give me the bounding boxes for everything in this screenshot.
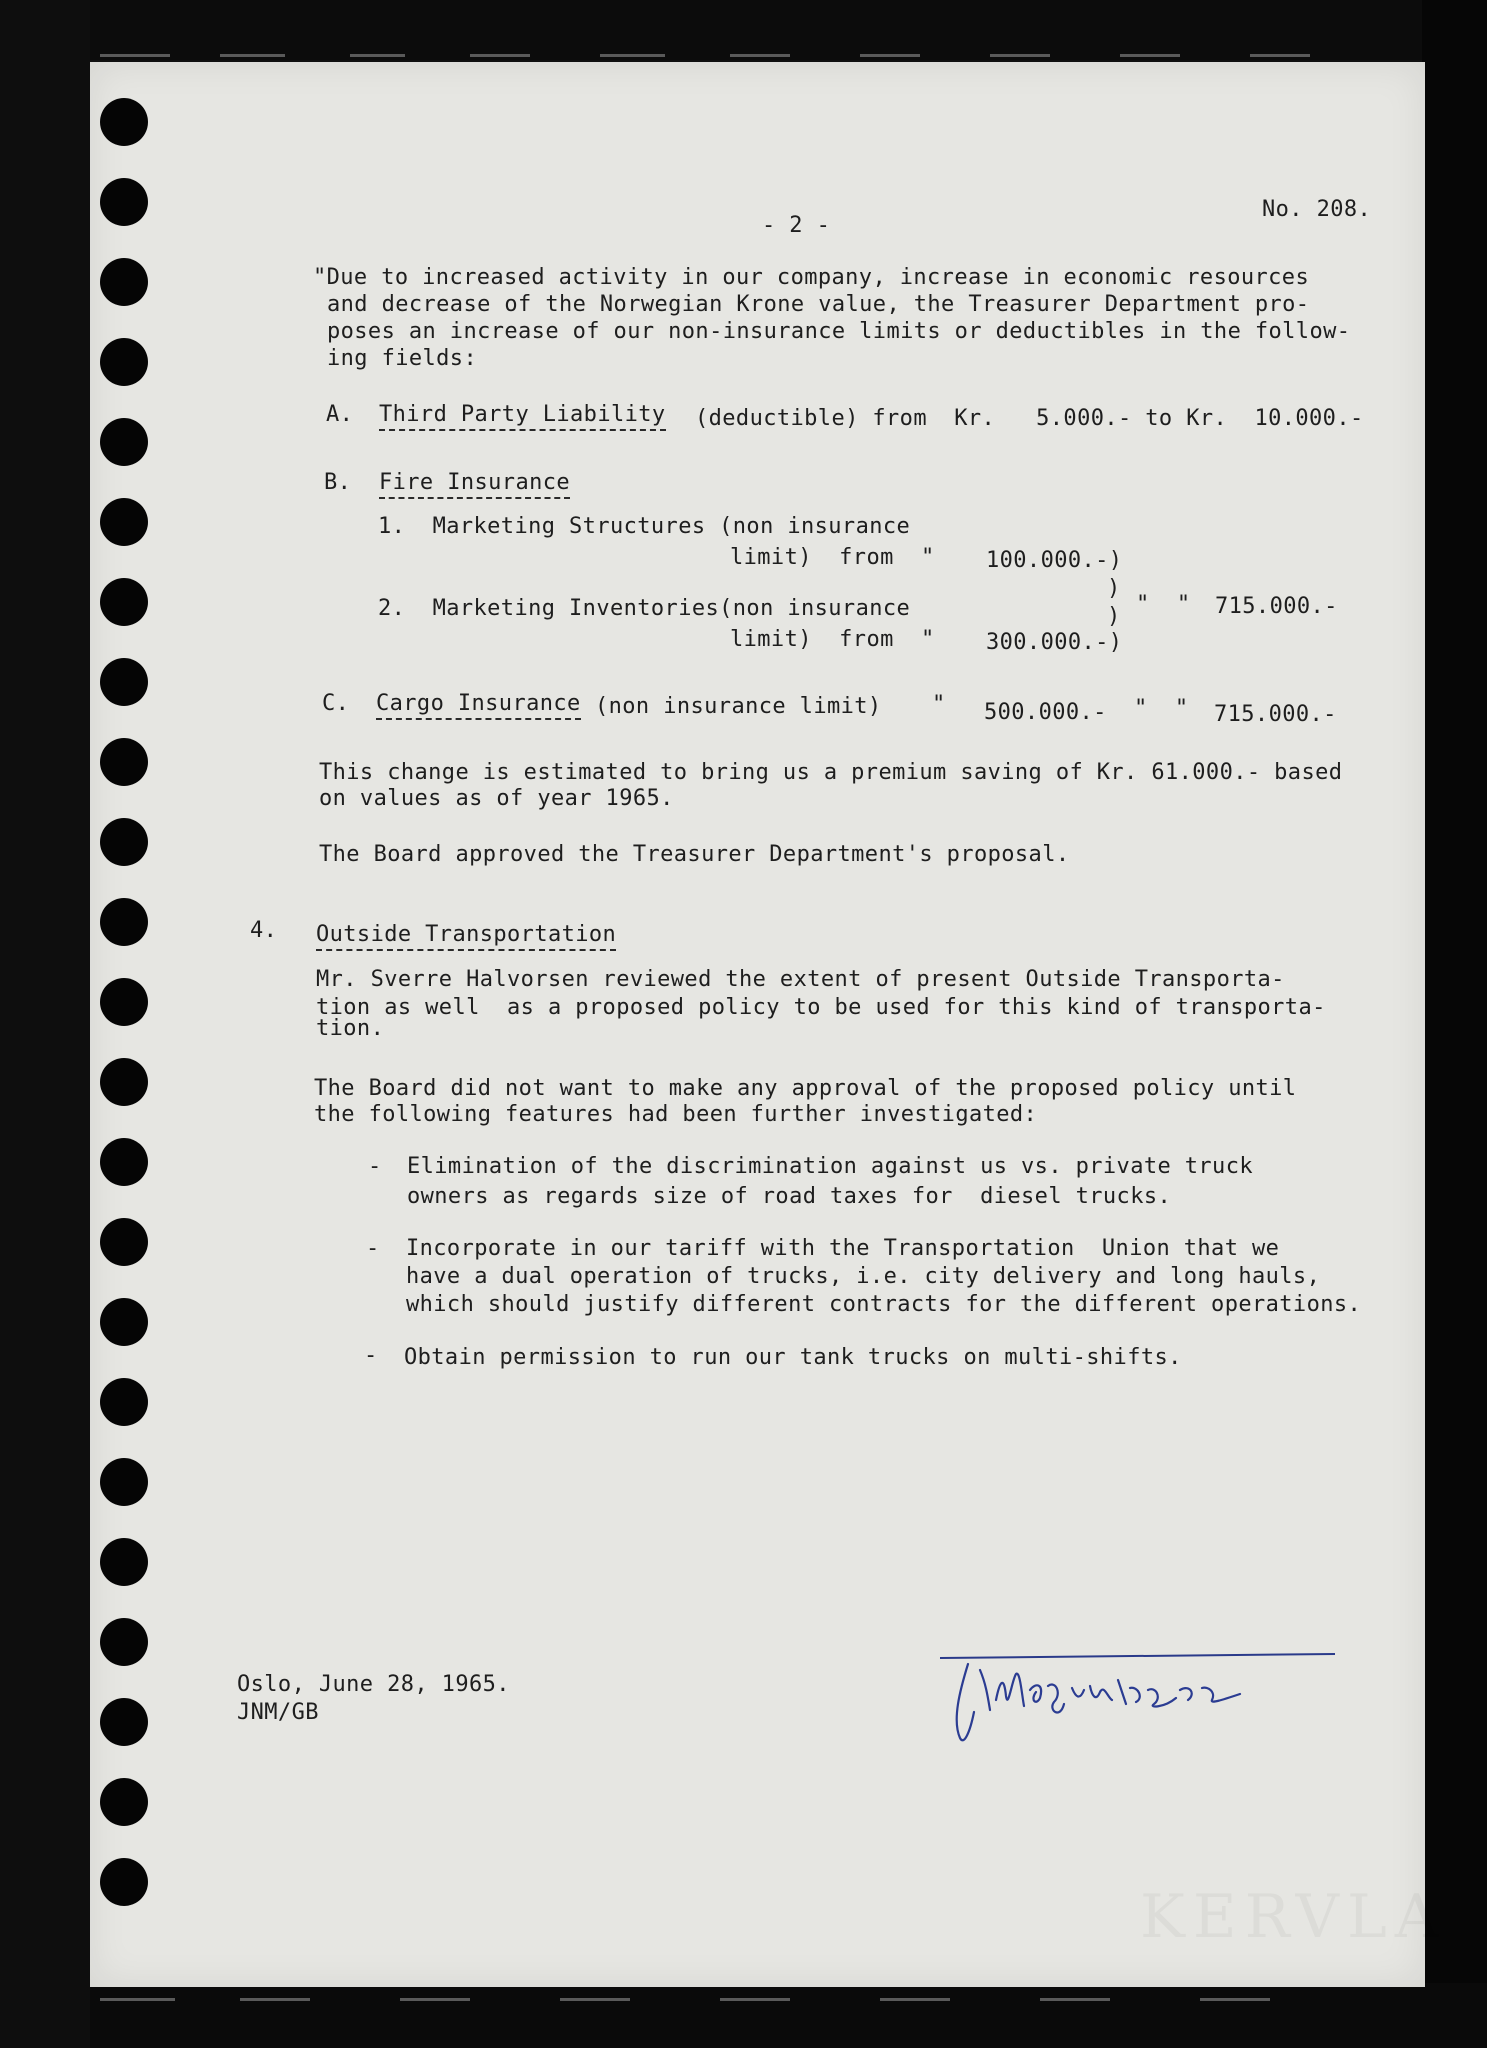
item-b-sub2-limit: limit) from " (730, 627, 935, 652)
frame-tick (100, 1998, 175, 2001)
punch-hole (100, 1698, 148, 1746)
frame-tick (880, 1998, 950, 2001)
item-a-letter: A. (326, 402, 354, 427)
section-para1-line: tion. (316, 1016, 385, 1041)
punch-hole (100, 978, 148, 1026)
punch-hole (100, 1858, 148, 1906)
frame-tick (1250, 54, 1310, 57)
frame-tick (730, 54, 790, 57)
bullet-dash: - (364, 1343, 378, 1368)
frame-tick (220, 54, 285, 57)
item-c-ditto: " (932, 692, 946, 717)
frame-tick (600, 54, 665, 57)
punch-hole (100, 658, 148, 706)
frame-tick (720, 1998, 790, 2001)
scan-frame-left (0, 0, 90, 2048)
punch-hole (100, 338, 148, 386)
frame-tick (1040, 1998, 1110, 2001)
punch-hole (100, 818, 148, 866)
approval-text: The Board approved the Treasurer Department's proposal. (319, 842, 1070, 867)
intro-line: "Due to increased activity in our company, increase in economic resources (313, 265, 1310, 290)
item-b-brace: ) (1107, 576, 1121, 601)
item-b-sub2: 2. Marketing Inventories(non insurance (378, 596, 911, 621)
saving-line: on values as of year 1965. (319, 786, 674, 811)
section-number: 4. (250, 918, 278, 943)
bullet-line: have a dual operation of trucks, i.e. city delivery and long hauls, (406, 1264, 1321, 1289)
punch-hole (100, 418, 148, 466)
bullet-line: which should justify different contracts for the different operations. (406, 1292, 1362, 1317)
punch-hole (100, 1218, 148, 1266)
punch-hole (100, 1778, 148, 1826)
watermark (1140, 1882, 1446, 1952)
punch-hole (100, 1058, 148, 1106)
frame-tick (1200, 1998, 1270, 2001)
bullet-dash: - (368, 1154, 382, 1179)
item-b-letter: B. (324, 470, 352, 495)
item-c-text: (non insurance limit) (595, 694, 882, 719)
section-title: Outside Transportation (316, 922, 616, 951)
scan-frame-bottom (0, 1983, 1487, 2048)
frame-tick (990, 54, 1050, 57)
punch-hole (100, 1138, 148, 1186)
item-b-sub2-amount: 300.000.-) (986, 630, 1123, 655)
section-para2-line: the following features had been further investigated: (314, 1102, 1038, 1127)
punch-hole (100, 1618, 148, 1666)
punch-hole (100, 1298, 148, 1346)
section-para2-line: The Board did not want to make any approval of the proposed policy until (314, 1076, 1297, 1101)
item-c-ditto: " " (1134, 696, 1189, 721)
punch-hole (100, 738, 148, 786)
frame-tick (860, 54, 920, 57)
bullet-line: owners as regards size of road taxes for diesel trucks. (407, 1184, 1172, 1209)
bullet-line: Incorporate in our tariff with the Transportation Union that we (406, 1236, 1280, 1261)
item-b-total: 715.000.- (1215, 594, 1338, 619)
item-b-sub1-limit: limit) from " (730, 545, 935, 570)
item-b-sub1-amount: 100.000.-) (986, 548, 1123, 573)
punch-hole (100, 578, 148, 626)
bullet-line: Obtain permission to run our tank trucks on multi-shifts. (404, 1345, 1182, 1370)
punch-hole (100, 1458, 148, 1506)
document-number: No. 208. (1262, 197, 1372, 222)
item-b-title: Fire Insurance (379, 470, 570, 499)
item-b-brace: ) (1107, 604, 1121, 629)
punch-hole (100, 898, 148, 946)
item-c-title: Cargo Insurance (376, 691, 581, 720)
saving-line: This change is estimated to bring us a premium saving of Kr. 61.000.- based (319, 760, 1343, 785)
punch-hole (100, 178, 148, 226)
scan-frame-right (1422, 0, 1487, 2048)
item-a-title: Third Party Liability (379, 402, 666, 431)
frame-tick (560, 1998, 630, 2001)
punch-hole (100, 498, 148, 546)
intro-line: and decrease of the Norwegian Krone value, the Treasurer Department pro- (327, 292, 1310, 317)
frame-tick (350, 54, 405, 57)
item-c-amount-from: 500.000.- (984, 700, 1107, 725)
punch-hole (100, 258, 148, 306)
bullet-line: Elimination of the discrimination against us vs. private truck (407, 1154, 1253, 1179)
frame-tick (240, 1998, 310, 2001)
section-para1-line: Mr. Sverre Halvorsen reviewed the extent of present Outside Transporta- (316, 967, 1285, 992)
punch-hole (100, 1538, 148, 1586)
section-para1-line: tion as well as a proposed policy to be used for this kind of transporta- (316, 995, 1326, 1020)
punch-hole (100, 1378, 148, 1426)
signature (940, 1640, 1340, 1750)
bullet-dash: - (366, 1236, 380, 1261)
page-number: - 2 - (762, 213, 831, 238)
intro-line: poses an increase of our non-insurance limits or deductibles in the follow- (327, 319, 1351, 344)
item-a-text: (deductible) from Kr. 5.000.- to Kr. 10.000.- (695, 406, 1364, 431)
item-b-sub1: 1. Marketing Structures (non insurance (378, 514, 911, 539)
punch-hole (100, 98, 148, 146)
intro-line: ing fields: (327, 346, 478, 371)
place-date: Oslo, June 28, 1965. (237, 1672, 510, 1697)
scan-frame-top (0, 0, 1487, 60)
item-c-amount-to: 715.000.- (1214, 702, 1337, 727)
frame-tick (100, 54, 170, 57)
initials: JNM/GB (237, 1700, 319, 1725)
frame-tick (470, 54, 530, 57)
item-c-letter: C. (322, 691, 350, 716)
signature-text: J Magnusson (950, 1640, 957, 1641)
frame-tick (1120, 54, 1180, 57)
frame-tick (400, 1998, 470, 2001)
item-b-ditto: " " (1136, 592, 1191, 617)
